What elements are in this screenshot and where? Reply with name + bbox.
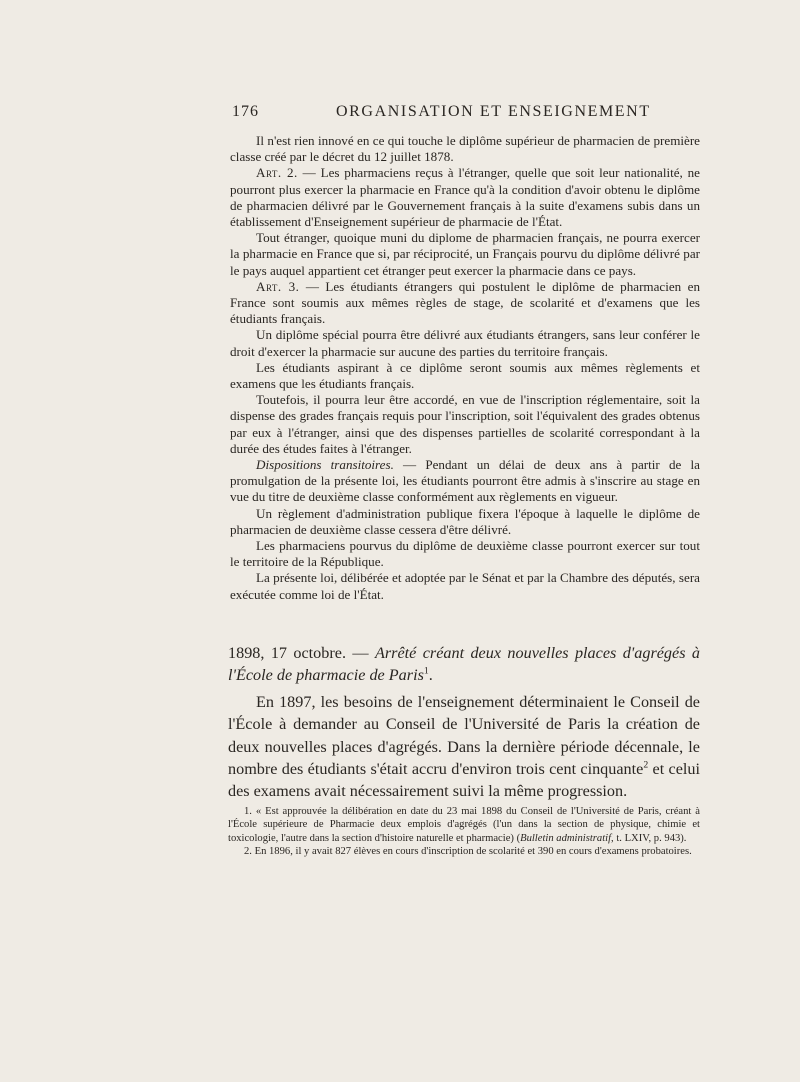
paragraph: Tout étranger, quoique muni du diplome de pharmacien français, ne pourra exercer la pharmacie en France que si, par réciprocité, un Français pourvu du diplôme délivré par le pays auquel appartient cet étranger peut exercer la pharmacie dans ce pays. (230, 230, 700, 278)
paragraph: Les pharmaciens pourvus du diplôme de deuxième classe pourront exercer sur tout le territoire de la République. (230, 538, 700, 570)
paragraph: Un règlement d'administration publique fixera l'époque à laquelle le diplôme de pharmacien de deuxième classe cessera d'être délivré. (230, 505, 700, 537)
article-2 (230, 165, 700, 230)
footnote-ref-1: 1 (423, 666, 429, 678)
main-text-end: et celui des examens avait nécessairement suivi la même progression. (228, 760, 700, 801)
provisions-text: — Pendant un délai de deux ans à partir de la promulgation de la présente loi, les étudiants pourront être admis à s'inscrire au stage en vue du titre de deuxième classe conformément aux règlements en vigueur. (230, 457, 700, 505)
footnote-1-source: Bulletin administratif (520, 832, 612, 844)
article-text: — Les étudiants étrangers qui postulent le diplôme de pharmacien en France sont soumis aux mêmes règles de stage, de scolarité et d'examens que les étudiants français. (230, 278, 700, 327)
paragraph: Toutefois, il pourra leur être accordé, en vue de l'inscription réglementaire, soit la dispense des grades français requis pour l'inscription, soit l'équivalent des grades obtenus par eux à l'étranger, ainsi que des dispenses partielles de scolarité correspondant à la durée des études faites à l'étranger. (230, 392, 700, 456)
footnote-ref-2: 2 (643, 759, 649, 771)
article-label: Art. 2. (256, 165, 298, 181)
decree-date: 1898, 17 octobre. — (228, 644, 375, 662)
decree-end: . (428, 666, 433, 685)
decree-section (228, 642, 700, 803)
paragraph: La présente loi, délibérée et adoptée par le Sénat et par la Chambre des députés, sera exécutée comme loi de l'État. (230, 570, 700, 602)
article-text: — Les pharmaciens reçus à l'étranger, quelle que soit leur nationalité, ne pourront plus exercer la pharmacie en France qu'à la condition d'avoir obtenu le diplôme de pharmacien délivré par le Gouvernement français à la suite d'examens subis dans un établissement d'Enseignement supérieur de pharmacie de l'État. (230, 165, 700, 230)
footnote-1-end: , t. LXIV, p. 943). (611, 832, 687, 844)
running-title: ORGANISATION ET ENSEIGNEMENT (336, 103, 651, 120)
footnote-1-text: 1. « Est approuvée la délibération en date du 23 mai 1898 du Conseil de l'Université de Paris, créant à l'École supérieure de Pharmacie deux emplois d'agrégés (l'un dans la section de physique, chimie et toxicologie, l'autre dans la section d'histoire naturelle et pharmacie) ( (228, 806, 700, 844)
transitional-provisions (230, 457, 700, 506)
paragraph: Les étudiants aspirant à ce diplôme seront soumis aux mêmes règlements et examens que les étudiants français. (230, 359, 700, 392)
page-number: 176 (232, 103, 259, 120)
article-3 (230, 279, 700, 328)
main-paragraph (228, 691, 700, 803)
provisions-label: Dispositions transitoires. (256, 457, 394, 473)
footnotes (228, 805, 700, 858)
decree-title: Arrêté créant deux nouvelles places d'agrégés à l'École de pharmacie de Paris (228, 644, 700, 685)
paragraph: Il n'est rien innové en ce qui touche le diplôme supérieur de pharmacien de première classe créé par le décret du 12 juillet 1878. (230, 133, 700, 165)
main-text: En 1897, les besoins de l'enseignement déterminaient le Conseil de l'École à demander au Conseil de l'Université de Paris la création de deux nouvelles places d'agrégés. Dans la dernière période décennale, le nombre des étudiants s'était accru d'environ trois cent cinquante (228, 692, 700, 779)
article-label: Art. 3. (256, 278, 300, 294)
footnote-1 (228, 805, 700, 845)
law-text (230, 133, 700, 603)
paragraph: Un diplôme spécial pourra être délivré aux étudiants étrangers, sans leur conférer le droit d'exercer la pharmacie sur aucune des parties du territoire français. (230, 327, 700, 359)
decree-heading (228, 642, 700, 687)
footnote-2: 2. En 1896, il y avait 827 élèves en cours d'inscription de scolarité et 390 en cours d'examens probatoires. (244, 845, 692, 857)
